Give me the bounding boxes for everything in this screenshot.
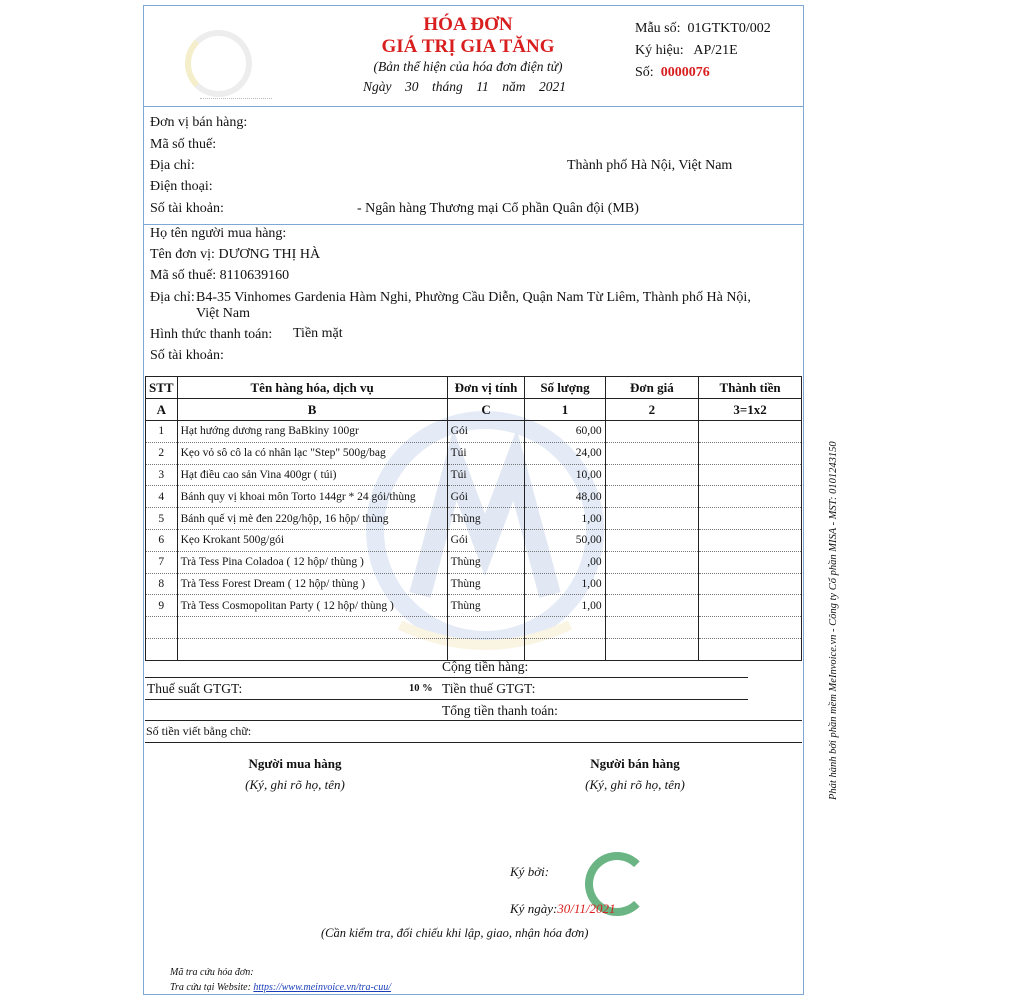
header-price: Đơn giá <box>605 377 699 399</box>
row-qty: 1,00 <box>525 595 605 617</box>
row-stt: 8 <box>146 573 178 595</box>
header-stt: STT <box>146 377 178 399</box>
seller-account-label: Số tài khoản: <box>150 201 224 216</box>
header-qty: Số lượng <box>525 377 605 399</box>
row-qty: 48,00 <box>525 486 605 508</box>
table-row <box>146 486 802 508</box>
table-row <box>146 508 802 530</box>
form-number: Mẫu số: 01GTKT0/002 <box>635 21 771 36</box>
row-name: Bánh quy vị khoai môn Torto 144gr * 24 gói/thùng <box>177 486 447 508</box>
table-header-row <box>146 377 802 399</box>
divider <box>143 224 803 225</box>
row-price <box>605 508 699 530</box>
buyer-signature-note: (Ký, ghi rõ họ, tên) <box>245 777 345 792</box>
seller-address-value: Thành phố Hà Nội, Việt Nam <box>567 158 733 173</box>
divider <box>145 742 802 743</box>
code-c: C <box>447 399 525 421</box>
seller-signature-title: Người bán hàng <box>590 756 680 771</box>
row-price <box>605 486 699 508</box>
table-code-row <box>146 399 802 421</box>
table-row <box>146 421 802 443</box>
buyer-address-label: Địa chỉ: <box>150 290 195 305</box>
header-unit: Đơn vị tính <box>447 377 525 399</box>
row-name: Hạt điều cao sản Vina 400gr ( túi) <box>177 464 447 486</box>
row-stt: 3 <box>146 464 178 486</box>
row-qty: ,00 <box>525 551 605 573</box>
grand-total-label: Tổng tiền thanh toán: <box>442 703 558 718</box>
row-price <box>605 551 699 573</box>
code-b: B <box>177 399 447 421</box>
divider <box>145 720 802 721</box>
seller-address-label: Địa chỉ: <box>150 158 195 173</box>
code-a: A <box>146 399 178 421</box>
row-price <box>605 421 699 443</box>
logo-caption <box>200 98 272 103</box>
row-unit: Thùng <box>447 551 525 573</box>
seller-account-value: - Ngân hàng Thương mại Cổ phần Quân đội (MB) <box>357 201 639 216</box>
row-unit: Gói <box>447 529 525 551</box>
side-publisher-label: Phát hành bởi phần mềm MeInvoice.vn - Công ty Cổ phần MISA - MST: 0101243150 <box>828 441 839 800</box>
row-price <box>605 442 699 464</box>
row-qty: 1,00 <box>525 508 605 530</box>
row-stt: 7 <box>146 551 178 573</box>
row-qty: 1,00 <box>525 573 605 595</box>
divider <box>143 106 803 107</box>
divider <box>145 699 748 700</box>
company-logo-icon <box>185 30 252 97</box>
seller-signature-note: (Ký, ghi rõ họ, tên) <box>585 777 685 792</box>
row-name: Trà Tess Cosmopolitan Party ( 12 hộp/ thùng ) <box>177 595 447 617</box>
buyer-name-label: Họ tên người mua hàng: <box>150 226 287 241</box>
row-name: Trà Tess Forest Dream ( 12 hộp/ thùng ) <box>177 573 447 595</box>
row-stt: 2 <box>146 442 178 464</box>
divider <box>145 677 748 678</box>
row-price <box>605 464 699 486</box>
row-name: Kẹo Krokant 500g/gói <box>177 529 447 551</box>
payment-method-label: Hình thức thanh toán: <box>150 327 273 342</box>
seller-tax-label: Mã số thuế: <box>150 137 217 152</box>
buyer-signature-title: Người mua hàng <box>248 756 342 771</box>
code-3: 3=1x2 <box>699 399 802 421</box>
row-amount <box>699 464 802 486</box>
table-row <box>146 529 802 551</box>
row-unit: Thùng <box>447 573 525 595</box>
vat-rate-value: 10 % <box>409 683 433 694</box>
row-unit: Túi <box>447 442 525 464</box>
subtotal-label: Cộng tiền hàng: <box>442 659 529 674</box>
payment-method-value: Tiền mặt <box>293 326 343 341</box>
items-table <box>145 376 802 661</box>
row-stt: 1 <box>146 421 178 443</box>
buyer-tax: Mã số thuế: 8110639160 <box>150 268 290 283</box>
row-stt: 9 <box>146 595 178 617</box>
invoice-date: Ngày 30 tháng 11 năm 2021 <box>363 79 567 94</box>
table-row <box>146 442 802 464</box>
lookup-code-label: Mã tra cứu hóa đơn: <box>170 967 254 978</box>
row-unit: Gói <box>447 486 525 508</box>
row-qty: 60,00 <box>525 421 605 443</box>
row-stt: 6 <box>146 529 178 551</box>
row-amount <box>699 486 802 508</box>
row-qty: 10,00 <box>525 464 605 486</box>
buyer-address-line1: B4-35 Vinhomes Gardenia Hàm Nghi, Phường Cầu Diễn, Quận Nam Từ Liêm, Thành phố Hà Nội, <box>196 290 751 305</box>
table-row-empty <box>146 638 802 660</box>
table-row-empty <box>146 617 802 639</box>
row-unit: Gói <box>447 421 525 443</box>
invoice-number: Số: 0000076 <box>635 65 710 80</box>
vat-rate-label: Thuế suất GTGT: <box>147 681 243 696</box>
code-2: 2 <box>605 399 699 421</box>
row-qty: 24,00 <box>525 442 605 464</box>
row-unit: Thùng <box>447 508 525 530</box>
row-price <box>605 529 699 551</box>
invoice-title-line1: HÓA ĐƠN <box>423 14 513 35</box>
row-name: Trà Tess Pina Coladoa ( 12 hộp/ thùng ) <box>177 551 447 573</box>
table-row <box>146 551 802 573</box>
code-1: 1 <box>525 399 605 421</box>
header-name: Tên hàng hóa, dịch vụ <box>177 377 447 399</box>
row-amount <box>699 551 802 573</box>
table-row <box>146 464 802 486</box>
row-amount <box>699 573 802 595</box>
row-price <box>605 573 699 595</box>
row-amount <box>699 442 802 464</box>
lookup-site: Tra cứu tại Website: https://www.meinvoice.vn/tra-cuu/ <box>170 982 391 993</box>
row-amount <box>699 595 802 617</box>
row-price <box>605 595 699 617</box>
row-name: Kẹo vỏ sô cô la có nhân lạc "Step" 500g/bag <box>177 442 447 464</box>
row-amount <box>699 508 802 530</box>
buyer-account-label: Số tài khoản: <box>150 348 224 363</box>
row-unit: Túi <box>447 464 525 486</box>
signed-date: Ký ngày:30/11/2021 <box>510 901 616 916</box>
invoice-symbol: Ký hiệu: AP/21E <box>635 43 738 58</box>
vat-amount-label: Tiền thuế GTGT: <box>442 681 536 696</box>
check-note: (Cần kiểm tra, đối chiếu khi lập, giao, nhận hóa đơn) <box>321 926 589 940</box>
table-row <box>146 573 802 595</box>
row-amount <box>699 529 802 551</box>
table-row <box>146 595 802 617</box>
row-unit: Thùng <box>447 595 525 617</box>
buyer-address-line2: Việt Nam <box>196 306 250 321</box>
signed-by-label: Ký bởi: <box>510 864 550 879</box>
amount-in-words-label: Số tiền viết bằng chữ: <box>146 724 252 738</box>
row-qty: 50,00 <box>525 529 605 551</box>
seller-phone-label: Điện thoại: <box>150 179 213 194</box>
row-amount <box>699 421 802 443</box>
invoice-subtitle: (Bản thể hiện của hóa đơn điện tử) <box>373 59 563 74</box>
row-stt: 5 <box>146 508 178 530</box>
buyer-unit: Tên đơn vị: DƯƠNG THỊ HÀ <box>150 247 321 262</box>
row-name: Bánh quế vị mè đen 220g/hộp, 16 hộp/ thùng <box>177 508 447 530</box>
row-name: Hạt hướng dương rang BaBkiny 100gr <box>177 421 447 443</box>
row-stt: 4 <box>146 486 178 508</box>
lookup-site-link[interactable]: https://www.meinvoice.vn/tra-cuu/ <box>253 982 391 993</box>
invoice-title-line2: GIÁ TRỊ GIA TĂNG <box>381 36 555 57</box>
header-amount: Thành tiền <box>699 377 802 399</box>
side-publisher-text <box>818 300 838 800</box>
seller-name-label: Đơn vị bán hàng: <box>150 115 248 130</box>
